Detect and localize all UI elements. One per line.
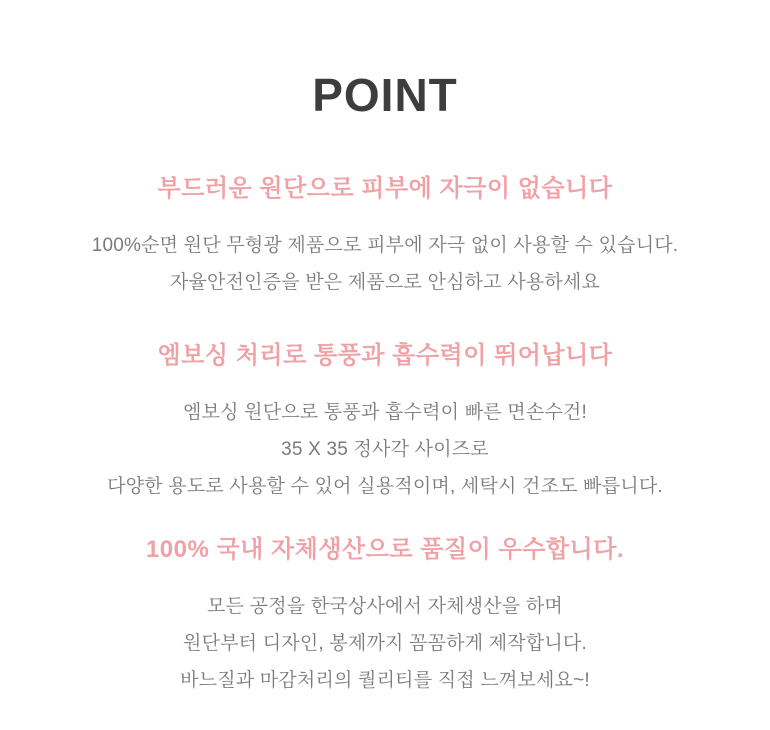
body-line: 35 X 35 정사각 사이즈로	[281, 439, 489, 460]
body-line: 자율안전인증을 받은 제품으로 안심하고 사용하세요	[169, 272, 601, 293]
section-heading: 100% 국내 자체생산으로 품질이 우수합니다.	[145, 536, 625, 563]
body-line: 원단부터 디자인, 봉제까지 꼼꼼하게 제작합니다.	[183, 633, 587, 654]
point-section-domestic-production	[0, 535, 770, 699]
section-heading: 부드러운 원단으로 피부에 자극이 없습니다	[157, 175, 613, 202]
section-heading: 엠보싱 처리로 통풍과 흡수력이 뛰어납니다	[157, 342, 613, 369]
body-line: 다양한 용도로 사용할 수 있어 실용적이며, 세탁시 건조도 빠릅니다.	[107, 476, 663, 497]
page-title: POINT	[312, 69, 458, 121]
section-body	[0, 394, 770, 505]
point-section-softness	[0, 174, 770, 301]
body-line: 모든 공정을 한국상사에서 자체생산을 하며	[207, 596, 563, 617]
body-line: 바느질과 마감처리의 퀄리티를 직접 느껴보세요~!	[180, 670, 590, 691]
point-section-embossing	[0, 341, 770, 505]
section-body	[0, 588, 770, 699]
body-line: 100%순면 원단 무형광 제품으로 피부에 자극 없이 사용할 수 있습니다.	[91, 235, 679, 256]
body-line: 엠보싱 원단으로 통풍과 흡수력이 빠른 면손수건!	[183, 402, 587, 423]
section-body	[0, 227, 770, 301]
